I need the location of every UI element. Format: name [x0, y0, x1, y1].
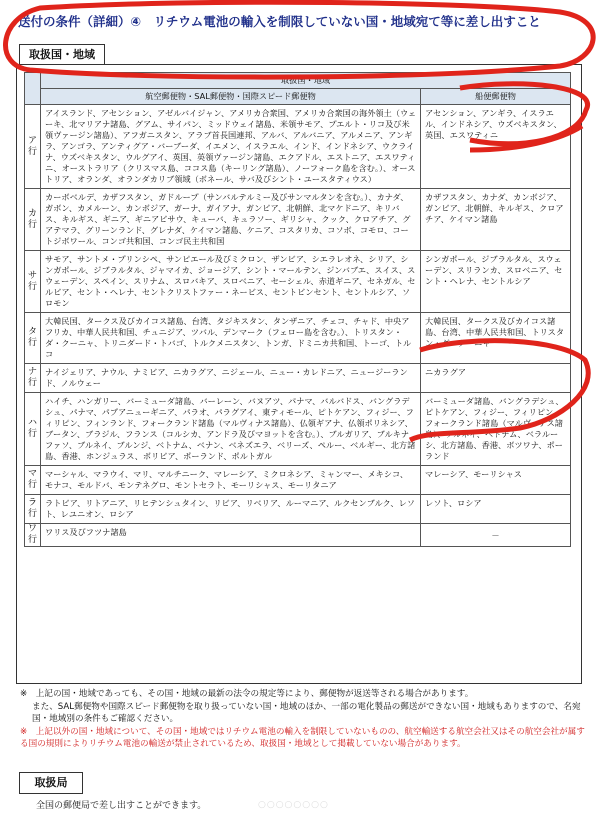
row-group-label	[25, 105, 41, 189]
row-group-char: サ	[27, 270, 37, 281]
row-group-label	[25, 393, 41, 466]
air-countries-cell: マーシャル、マラウイ、マリ、マルチニーク、マレーシア、ミクロネシア、ミャンマー、メキシコ、モナコ、モルドバ、モンテネグロ、モントセラト、モーリシャス、モーリタニア	[41, 466, 421, 495]
office-text: 全国の郵便局で差し出すことができます。	[36, 801, 207, 811]
air-countries-cell: サモア、サントメ・プリンシペ、サンピエール及びミクロン、ザンビア、シエラレオネ、シリア、シンガポール、ジブラルタル、ジャマイカ、ジョージア、シント・マールテン、ジンバブエ、スイス、スウェーデン、スペイン、スリナム、スロバキア、スロベニア、セーシェル、赤道ギニア、セネガル、セルビア、セント・ヘレナ、セントクリストファー・ネービス、セントビンセント、セントルシア、ソロモン	[41, 251, 421, 313]
row-group-char: ナ	[27, 367, 37, 377]
air-countries-cell: 大韓民国、タークス及びカイコス諸島、台湾、タジキスタン、タンザニア、チェコ、チャド、中央アフリカ、中華人民共和国、チュニジア、ツバル、デンマーク（フェロー島を含む。）、トリスタン・ダ・クーニャ、トリニダード・トバゴ、トルクメニスタン、トンガ、ドミニカ共和国、トーゴ、トルコ	[41, 313, 421, 364]
row-group-char: 行	[27, 338, 37, 348]
row-group-char: 行	[27, 219, 37, 230]
corner-cell	[25, 73, 41, 105]
row-group-label	[25, 364, 41, 393]
row-group-label	[25, 251, 41, 313]
row-group-char: 行	[27, 146, 37, 157]
row-group-char: ワ	[27, 524, 37, 534]
note-1: ※ 上記の国・地域であっても、その国・地域の最新の法令の規定等により、郵便物が返送等される場合があります。	[20, 689, 474, 699]
table-row	[25, 313, 571, 364]
air-countries-cell: アイスランド、アセンション、アゼルバイジャン、アメリカ合衆国、アメリカ合衆国の海外領土（ウェーキ、北マリアナ諸島、グアム、サイパン、ミッドウェイ諸島、米領サモア、プエルト・リコ及び米領ヴァージン諸島）、アフガニスタン、アラブ首長国連邦、アルバ、アルバニア、アルメニア、アンギラ、アンゴラ、アンティグア・バーブーダ、イエメン、イスラエル、インド、インドネシア、ウクライナ、ウズベキスタン、ウルグアイ、英国、英領ヴァージン諸島、エクアドル、エストニア、エスワティニ、オーストラリア（クリスマス島、ココス島（キーリング諸島）、ノーフォーク島を含む。）、オーストリア、オランダ、オランダカリブ領域（ボネール、サバ及びシント・ユースタティウス）	[41, 105, 421, 189]
table-row	[25, 189, 571, 251]
table-row	[25, 105, 571, 189]
row-group-char: 行	[27, 480, 37, 490]
table-row	[25, 393, 571, 466]
sea-countries-cell: バーミューダ諸島、バングラデシュ、ピトケアン、フィジー、フィリピン、フォークランド諸島（マルヴィナス諸島）、ブルネイ、ベトナム、ベラルーシ、北方諸島、香港、ボツワナ、ポーランド	[421, 393, 571, 466]
row-group-char: 行	[27, 378, 37, 388]
sea-countries-cell: アセンション、アンギラ、イスラエル、インドネシア、ウズベキスタン、英国、エスワティニ	[421, 105, 571, 189]
sea-countries-cell: －	[421, 524, 571, 547]
row-group-char: ア	[27, 135, 37, 146]
sea-countries-cell: シンガポール、ジブラルタル、スウェーデン、スリランカ、スロベニア、セント・ヘレナ、セントルシア	[421, 251, 571, 313]
table-row	[25, 364, 571, 393]
row-group-label	[25, 189, 41, 251]
row-group-char: ハ	[27, 418, 37, 428]
air-countries-cell: ワリス及びフツナ諸島	[41, 524, 421, 547]
row-group-char: 行	[27, 429, 37, 439]
air-countries-cell: ナイジェリア、ナウル、ナミビア、ニカラグア、ニジェール、ニュー・カレドニア、ニュージーランド、ノルウェー	[41, 364, 421, 393]
row-group-char: 行	[27, 281, 37, 292]
header-top: 取扱国・地域	[41, 73, 571, 89]
note-3: ※ 上記以外の国・地域について、その国・地域ではリチウム電池の輸入を制限していないものの、航空輸送する航空会社又はその航空会社が属する国の規則によりリチウム電池の輸送が禁止されているため、取扱国・地域として掲載していない場合があります。	[20, 726, 585, 749]
row-group-label	[25, 495, 41, 524]
table-row	[25, 466, 571, 495]
table-row	[25, 251, 571, 313]
page-title: 送付の条件（詳細）④ リチウム電池の輸入を制限していない国・地域宛て等に差し出すこと	[18, 14, 541, 29]
row-group-char: 行	[27, 535, 37, 545]
row-group-char: マ	[27, 469, 37, 479]
row-group-label	[25, 313, 41, 364]
notes	[20, 688, 586, 751]
air-countries-cell: カーボベルデ、カザフスタン、ガドループ（サンバルテルミー及びサンマルタンを含む。）、カナダ、ガボン、カメルーン、カンボジア、ガーナ、ガイアナ、ガンビア、北朝鮮、北マケドニア、キリバス、キルギス、ギニア、ギニアビサウ、キューバ、キュラソー、ギリシャ、クック、クロアチア、グアテマラ、グリーンランド、グレナダ、ケイマン諸島、ケニア、コスタリカ、コソボ、コモロ、コートジボワール、コンゴ共和国、コンゴ民主共和国	[41, 189, 421, 251]
table-row	[25, 495, 571, 524]
sea-countries-cell: レソト、ロシア	[421, 495, 571, 524]
row-group-char: ラ	[27, 498, 37, 508]
air-countries-cell: ラトビア、リトアニア、リヒテンシュタイン、リビア、リベリア、ルーマニア、ルクセンブルク、レソト、レユニオン、ロシア	[41, 495, 421, 524]
air-countries-cell: ハイチ、ハンガリー、バーミューダ諸島、バーレーン、バヌアツ、パナマ、バルバドス、バングラデシュ、パナマ、パプアニューギニア、パラオ、パラグアイ、東ティモール、ピトケアン、フィジー、フィリピン、フィンランド、フォークランド諸島（マルヴィナス諸島）、仏領ギアナ、仏領ポリネシア、ブータン、ブラジル、フランス（コルシカ、アンドラ及びマヨットを含む。）、ブルガリア、ブルキナファソ、ブルネイ、ブルンジ、ベトナム、ベナン、ベネズエラ、ベリーズ、ペルー、ベルギー、北方諸島、香港、ホンジュラス、ボリビア、ポーランド、ポルトガル	[41, 393, 421, 466]
header-air: 航空郵便物・SAL郵便物・国際スピード郵便物	[41, 89, 421, 105]
header-sea: 船便郵便物	[421, 89, 571, 105]
row-group-char: タ	[27, 327, 37, 337]
office-label: 取扱局	[19, 772, 83, 794]
row-group-label	[25, 466, 41, 495]
sea-countries-cell: マレーシア、モーリシャス	[421, 466, 571, 495]
sea-countries-cell: ニカラグア	[421, 364, 571, 393]
section-tab: 取扱国・地域	[19, 44, 105, 65]
sea-countries-cell: 大韓民国、タークス及びカイコス諸島、台湾、中華人民共和国、トリスタン・ダ・クーニャ	[421, 313, 571, 364]
row-group-char: カ	[27, 208, 37, 219]
note-2: また、SAL郵便物や国際スピード郵便物を取り扱っていない国・地域のほか、一部の電化製品の郵送ができない国・地域もありますので、名宛国・地域別の条件もご確認ください。	[32, 701, 581, 724]
row-group-label	[25, 524, 41, 547]
row-group-char: 行	[27, 509, 37, 519]
table-row	[25, 524, 571, 547]
country-table	[24, 72, 571, 547]
page-dots: ○○○○○○○○	[258, 800, 329, 810]
sea-countries-cell: カザフスタン、カナダ、カンボジア、ガンビア、北朝鮮、キルギス、クロアチア、ケイマン諸島	[421, 189, 571, 251]
